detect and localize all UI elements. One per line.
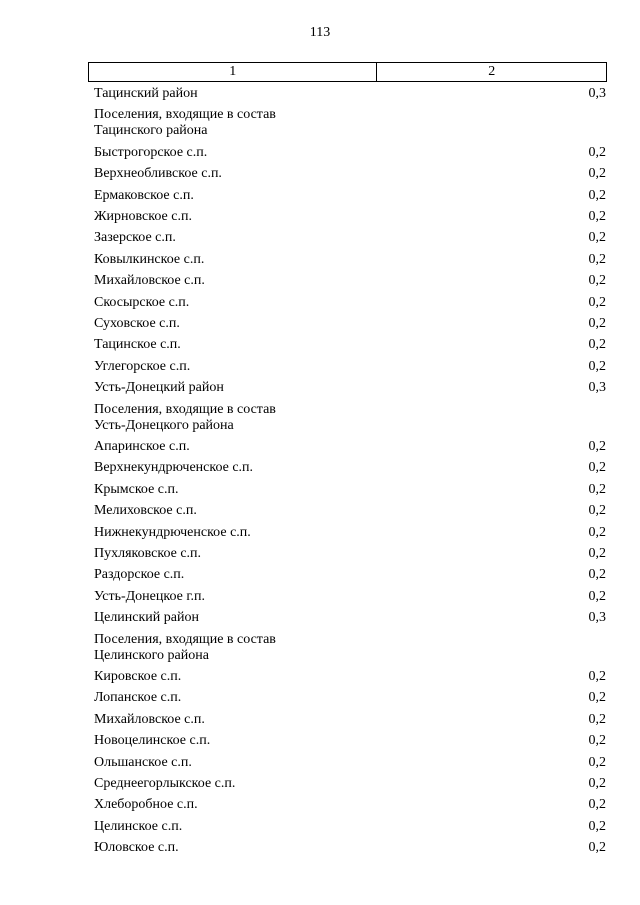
row-name: Поселения, входящие в состав Целинского района [94,631,276,663]
row-value: 0,2 [588,797,606,813]
table-row [88,186,607,207]
row-name: Среднеегорлыкское с.п. [94,776,236,792]
row-value: 0,2 [588,460,606,476]
row-name: Юловское с.п. [94,840,179,856]
table-header [88,62,607,82]
row-name: Ольшанское с.п. [94,754,192,770]
row-name: Усть-Донецкое г.п. [94,588,205,604]
row-name: Ермаковское с.п. [94,187,194,203]
table-row [88,105,607,143]
table-row [88,667,607,688]
row-value: 0,2 [588,690,606,706]
row-name: Михайловское с.п. [94,273,205,289]
row-value: 0,2 [588,251,606,267]
row-name: Михайловское с.п. [94,711,205,727]
row-value: 0,2 [588,546,606,562]
row-name: Целинский район [94,610,199,626]
row-value: 0,2 [588,711,606,727]
row-name: Мелиховское с.п. [94,503,197,519]
table-row [88,817,607,838]
table-row [88,587,607,608]
row-value: 0,2 [588,669,606,685]
row-value: 0,2 [588,316,606,332]
row-name: Лопанское с.п. [94,690,182,706]
row-name: Ковылкинское с.п. [94,251,205,267]
table-row [88,795,607,816]
table-row [88,400,607,438]
page-number: 113 [309,25,331,40]
table-row [88,228,607,249]
row-value: 0,3 [588,86,606,101]
row-value: 0,2 [588,187,606,203]
table-row [88,207,607,228]
row-name: Апаринское с.п. [94,439,190,455]
row-name: Кировское с.п. [94,669,182,685]
table-row [88,565,607,586]
row-name: Целинское с.п. [94,818,183,834]
row-value: 0,2 [588,840,606,856]
row-name: Крымское с.п. [94,481,179,497]
row-value: 0,2 [588,481,606,497]
row-value: 0,2 [588,144,606,160]
table-row [88,774,607,795]
row-name: Нижнекундрюченское с.п. [94,524,251,540]
table-row [88,335,607,356]
row-value: 0,3 [588,610,606,626]
header-row [89,63,607,82]
table-row [88,523,607,544]
row-value: 0,2 [588,776,606,792]
row-value: 0,2 [588,733,606,749]
row-value: 0,2 [588,524,606,540]
table-row [88,293,607,314]
table-body [88,84,607,860]
row-name: Поселения, входящие в состав Усть-Донецкого района [94,401,276,433]
row-name: Верхнеобливское с.п. [94,166,222,182]
row-name: Жирновское с.п. [94,209,192,225]
row-name: Новоцелинское с.п. [94,733,211,749]
row-value: 0,3 [588,380,606,396]
table-row [88,271,607,292]
table-row [88,84,607,105]
table-row [88,378,607,399]
row-value: 0,2 [588,439,606,455]
table-row [88,753,607,774]
row-value: 0,2 [588,818,606,834]
row-name: Хлеборобное с.п. [94,797,198,813]
table-row [88,544,607,565]
row-name: Поселения, входящие в состав Тацинского района [94,107,276,139]
row-name: Верхнекундрюченское с.п. [94,460,254,476]
row-name: Углегорское с.п. [94,358,191,374]
row-value: 0,2 [588,209,606,225]
table-row [88,143,607,164]
column-header-2: 2 [377,63,607,82]
row-value: 0,2 [588,294,606,310]
row-value: 0,2 [588,754,606,770]
table-row [88,838,607,859]
row-value: 0,2 [588,358,606,374]
row-name: Усть-Донецкий район [94,380,224,396]
table-row [88,480,607,501]
row-value: 0,2 [588,567,606,583]
column-header-1: 1 [89,63,377,82]
row-value: 0,2 [588,166,606,182]
row-value: 0,2 [588,273,606,289]
table-row [88,501,607,522]
row-name: Скосырское с.п. [94,294,190,310]
row-name: Суховское с.п. [94,316,180,332]
table-row [88,357,607,378]
row-name: Зазерское с.п. [94,230,176,246]
row-value: 0,2 [588,503,606,519]
table-row [88,437,607,458]
row-name: Раздорское с.п. [94,567,185,583]
table-row [88,688,607,709]
row-value: 0,2 [588,230,606,246]
row-name: Пухляковское с.п. [94,546,202,562]
table-row [88,250,607,271]
table-row [88,458,607,479]
table-row [88,314,607,335]
row-value: 0,2 [588,588,606,604]
row-value: 0,2 [588,337,606,353]
table-row [88,630,607,668]
row-name: Быстрогорское с.п. [94,144,208,160]
row-name: Тацинское с.п. [94,337,181,353]
table-row [88,731,607,752]
table-row [88,164,607,185]
table-row [88,710,607,731]
table-row [88,608,607,629]
row-name: Тацинский район [94,86,198,101]
